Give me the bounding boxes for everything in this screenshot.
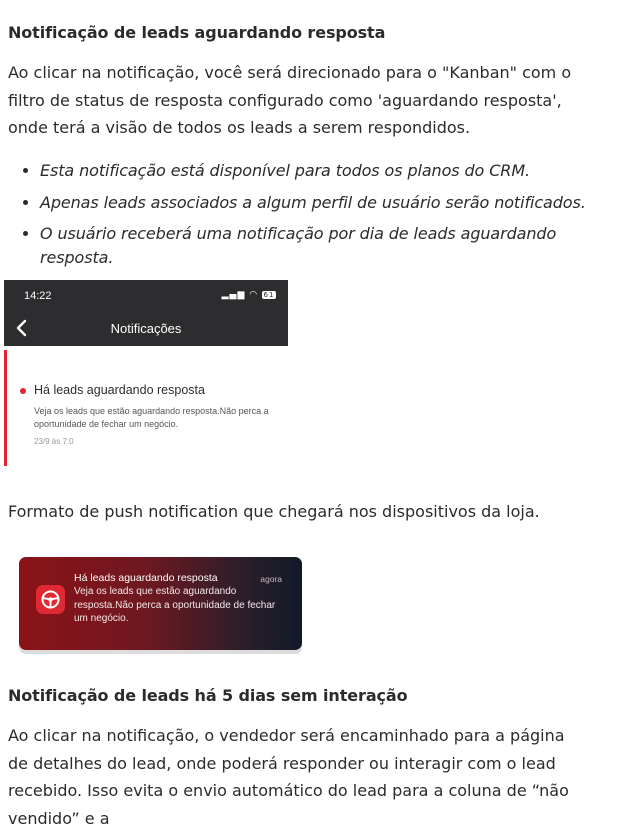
nav-title: Notificações [110, 321, 182, 336]
status-bar-icons [222, 290, 276, 300]
unread-dot-icon [20, 388, 26, 394]
notification-body: Veja os leads que estão aguardando resposta.Não perca a oportunidade de fechar um negócio. [34, 406, 269, 429]
push-card[interactable] [19, 557, 302, 650]
push-body: Veja os leads que estão aguardando resposta.Não perca a oportunidade de fechar um negócio. [74, 586, 276, 624]
section-heading-awaiting-response: Notificação de leads aguardando resposta [8, 23, 386, 42]
bullet-item: • Esta notificação está disponível para todos os planos do CRM. [40, 159, 620, 183]
notifications-screenshot [4, 280, 288, 467]
status-bar-time: 14:22 [24, 290, 52, 302]
phone-header [4, 280, 288, 346]
wifi-icon: ◠ [249, 290, 259, 300]
push-title: Há leads aguardando resposta [74, 572, 218, 584]
feature-bullet-list [8, 159, 620, 278]
section-heading-five-days: Notificação de leads há 5 dias sem interação [8, 686, 408, 705]
push-time: agora [260, 574, 282, 584]
notification-time: 23/9 às 7:0 [34, 437, 74, 446]
push-notification-screenshot [19, 557, 302, 654]
section-paragraph-awaiting-response: Ao clicar na notificação, você será direcionado para o "Kanban" com o filtro de status de resposta configurado como 'aguardando resposta', onde terá a visão de todos os leads a serem respondidos. [8, 63, 572, 137]
bullet-item: • Apenas leads associados a algum perfil de usuário serão notificados. [40, 191, 620, 215]
notification-title[interactable]: Há leads aguardando resposta [34, 383, 205, 397]
signal-icon: ▂▄▆ [221, 290, 246, 300]
steering-wheel-icon [36, 585, 65, 614]
app-icon [36, 585, 65, 614]
push-caption: Formato de push notification que chegará nos dispositivos da loja. [8, 502, 540, 521]
notification-accent-bar [4, 350, 7, 466]
battery-icon: 61 [263, 290, 275, 299]
section-paragraph-five-days: Ao clicar na notificação, o vendedor será encaminhado para a página de detalhes do lead, onde poderá responder ou interagir com o lead recebido. Isso evita o envio automático do lead para a coluna de “não vendido” e a [8, 726, 569, 828]
bullet-item: • O usuário receberá uma notificação por dia de leads aguardando resposta. [40, 222, 620, 270]
